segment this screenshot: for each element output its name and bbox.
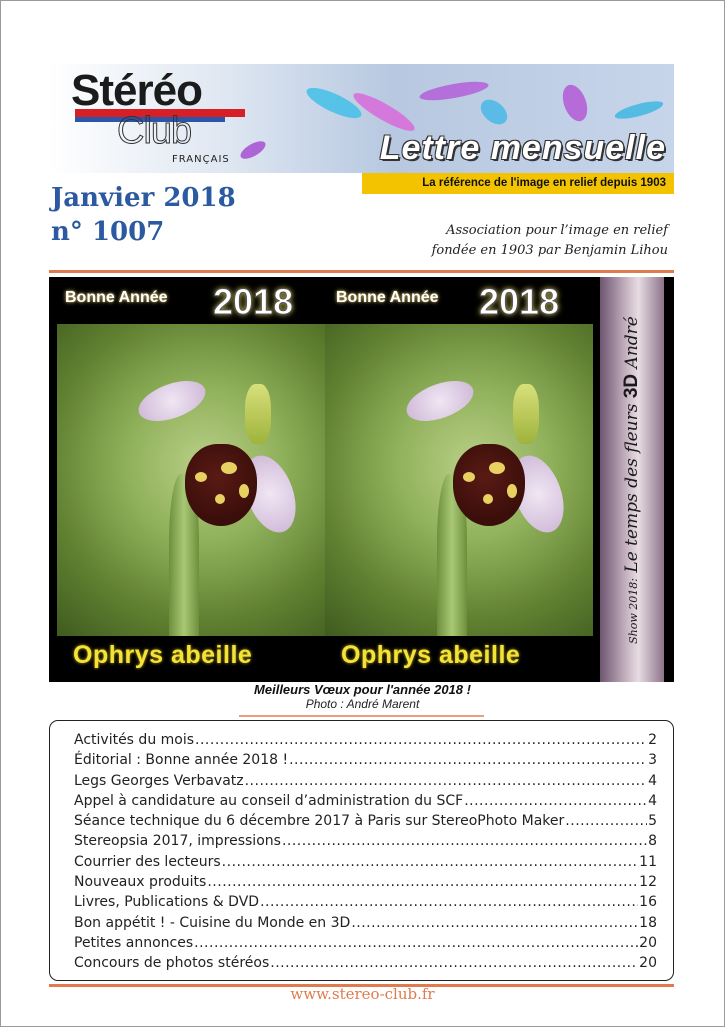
toc-entry[interactable] xyxy=(74,872,657,892)
flower-label-left: Ophrys abeille xyxy=(73,641,253,669)
toc-dot-leader xyxy=(222,852,639,872)
flower-spot xyxy=(489,462,505,474)
flower-spot xyxy=(239,484,249,498)
toc-dot-leader xyxy=(245,771,647,791)
toc-entry-title: Bon appétit ! - Cuisine du Monde en 3D xyxy=(74,914,351,931)
side-title xyxy=(621,316,643,644)
decorative-swoosh xyxy=(303,82,365,124)
toc-entry-title: Petites annonces xyxy=(74,934,194,951)
flower-lip xyxy=(185,444,257,526)
issue-info xyxy=(51,181,236,249)
toc-dot-leader xyxy=(282,831,647,851)
toc-entry-page: 3 xyxy=(648,752,657,769)
flower-spot xyxy=(463,472,475,482)
toc-entry[interactable] xyxy=(74,913,657,933)
side-show-label: Show 2018: xyxy=(627,578,640,644)
association-line1: Association pour l’image en relief xyxy=(446,223,668,238)
toc-entry[interactable] xyxy=(74,791,657,811)
flower-label-right: Ophrys abeille xyxy=(341,641,521,669)
toc-entry[interactable] xyxy=(74,730,657,750)
toc-entry-page: 11 xyxy=(639,853,657,870)
toc-entry[interactable] xyxy=(74,892,657,912)
flower-spot xyxy=(507,484,517,498)
header-banner xyxy=(49,64,674,173)
toc-entry-page: 12 xyxy=(639,874,657,891)
toc-dot-leader xyxy=(565,811,647,831)
newsletter-title: Lettre mensuelle xyxy=(379,129,666,167)
toc-entry-page: 2 xyxy=(648,732,657,748)
side-title-text: Le temps des fleurs xyxy=(622,403,642,573)
toc-entry-page: 5 xyxy=(648,813,657,830)
toc-entry[interactable] xyxy=(74,831,657,851)
toc-entry-page: 16 xyxy=(639,894,657,911)
toc-entry-page: 4 xyxy=(648,772,657,789)
side-author: André xyxy=(622,316,642,369)
toc-dot-leader xyxy=(464,791,647,811)
issue-month: Janvier 2018 xyxy=(51,183,236,213)
stereo-view-left xyxy=(57,324,325,636)
decorative-swoosh xyxy=(476,95,512,130)
website-link[interactable]: www.stereo-club.fr xyxy=(290,985,435,1003)
toc-entry-title: Courrier des lecteurs xyxy=(74,853,221,870)
toc-entry-page: 8 xyxy=(648,833,657,850)
toc-dot-leader xyxy=(195,730,647,750)
logo-stereo: Stéréo xyxy=(71,66,202,115)
decorative-swoosh xyxy=(238,138,268,162)
year-right: 2018 xyxy=(479,281,560,322)
table-of-contents xyxy=(49,720,674,981)
divider-top xyxy=(49,270,674,273)
flower-spot xyxy=(221,462,237,474)
decorative-swoosh xyxy=(613,98,664,123)
side-3d-label: 3D xyxy=(621,373,642,399)
toc-entry-title: Legs Georges Verbavatz xyxy=(74,772,244,789)
toc-entry[interactable] xyxy=(74,933,657,953)
tagline: La référence de l'image en relief depuis 1903 xyxy=(362,173,674,194)
toc-dot-leader xyxy=(351,913,638,933)
toc-entry[interactable] xyxy=(74,953,657,973)
toc-entry-title: Stereopsia 2017, impressions xyxy=(74,833,281,850)
flower-spot xyxy=(195,472,207,482)
toc-dot-leader xyxy=(207,872,638,892)
flower-lip xyxy=(453,444,525,526)
flower-column xyxy=(513,384,539,444)
issue-number: n° 1007 xyxy=(51,217,165,247)
toc-entry[interactable] xyxy=(74,852,657,872)
flower-spot xyxy=(215,494,225,504)
flower-sepal xyxy=(401,373,478,429)
flower-column xyxy=(245,384,271,444)
greeting-left: Bonne Année xyxy=(65,289,168,306)
toc-entry[interactable] xyxy=(74,771,657,791)
toc-dot-leader xyxy=(289,750,647,770)
toc-entry-title: Nouveaux produits xyxy=(74,874,207,891)
association-line2: fondée en 1903 par Benjamin Lihou xyxy=(431,243,668,258)
greeting-right: Bonne Année xyxy=(336,289,439,306)
toc-entry-title: Appel à candidature au conseil d’administration du SCF xyxy=(74,792,464,809)
flower-sepal xyxy=(133,373,210,429)
logo-club: Club xyxy=(117,110,192,152)
stereo-view-right xyxy=(325,324,593,636)
flower-spot xyxy=(483,494,493,504)
logo-francais: FRANÇAIS xyxy=(172,154,230,165)
association-text xyxy=(432,221,668,261)
toc-entry-page: 20 xyxy=(639,934,657,951)
toc-entry[interactable] xyxy=(74,811,657,831)
year-left: 2018 xyxy=(213,281,294,322)
cover-credit: Photo : André Marent xyxy=(305,697,420,711)
toc-dot-leader xyxy=(194,933,638,953)
toc-entry-title: Activités du mois xyxy=(74,732,195,748)
toc-dot-leader xyxy=(270,953,638,973)
toc-entry-title: Livres, Publications & DVD xyxy=(74,894,260,911)
toc-entry[interactable] xyxy=(74,750,657,770)
toc-entry-page: 20 xyxy=(639,955,657,972)
decorative-swoosh xyxy=(418,78,489,104)
toc-entry-title: Concours de photos stéréos xyxy=(74,955,270,972)
toc-entry-title: Éditorial : Bonne année 2018 ! xyxy=(74,752,289,769)
cover-stereo-image xyxy=(49,277,674,682)
toc-entry-page: 18 xyxy=(639,914,657,931)
cover-caption: Meilleurs Vœux pour l'année 2018 ! xyxy=(254,682,471,697)
toc-entry-page: 4 xyxy=(648,792,657,809)
toc-entry-title: Séance technique du 6 décembre 2017 à Paris sur StereoPhoto Maker xyxy=(74,813,565,830)
toc-dot-leader xyxy=(260,892,638,912)
decorative-swoosh xyxy=(558,81,592,124)
caption-divider xyxy=(239,715,484,717)
